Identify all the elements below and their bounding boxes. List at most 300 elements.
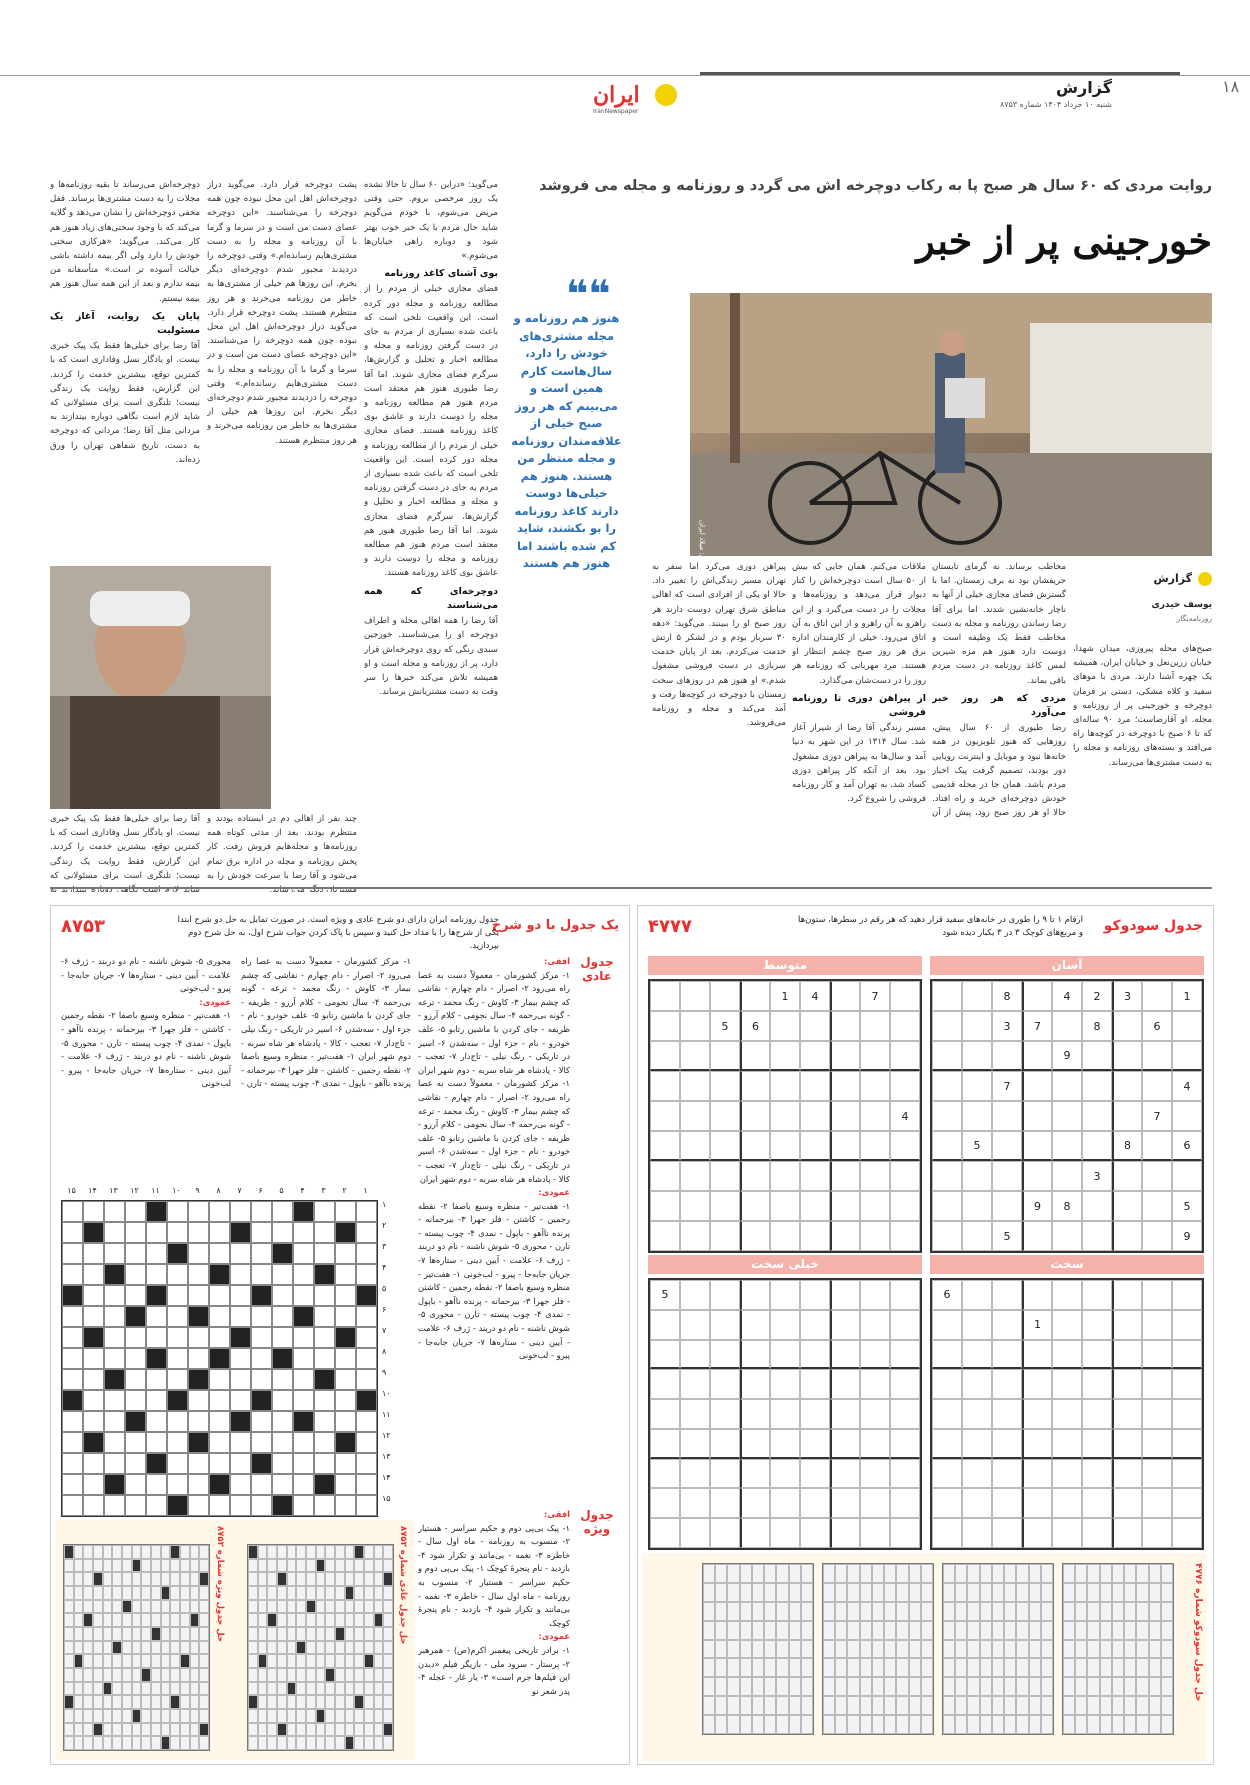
crossword-cell[interactable] (188, 1201, 209, 1222)
crossword-cell[interactable] (356, 1453, 377, 1474)
sudoku-cell[interactable] (860, 1101, 890, 1131)
crossword-cell[interactable] (146, 1369, 167, 1390)
sudoku-cell[interactable]: 6 (740, 1011, 770, 1041)
sudoku-cell[interactable] (1172, 1310, 1202, 1340)
sudoku-cell[interactable] (1082, 1071, 1112, 1101)
sudoku-cell[interactable] (740, 1161, 770, 1191)
crossword-cell[interactable] (209, 1222, 230, 1243)
crossword-cell[interactable] (314, 1327, 335, 1348)
sudoku-cell[interactable] (962, 1488, 992, 1518)
sudoku-cell[interactable] (962, 981, 992, 1011)
sudoku-cell[interactable] (1052, 1518, 1082, 1548)
crossword-cell[interactable] (167, 1285, 188, 1306)
sudoku-cell[interactable] (1022, 1221, 1052, 1251)
sudoku-cell[interactable] (1142, 1518, 1172, 1548)
sudoku-cell[interactable] (830, 1221, 860, 1251)
sudoku-cell[interactable] (710, 1161, 740, 1191)
crossword-cell[interactable] (188, 1243, 209, 1264)
sudoku-cell[interactable] (1142, 1429, 1172, 1459)
crossword-cell[interactable] (314, 1432, 335, 1453)
sudoku-cell[interactable] (800, 1488, 830, 1518)
sudoku-cell[interactable] (1082, 1340, 1112, 1370)
sudoku-cell[interactable] (860, 1369, 890, 1399)
sudoku-cell[interactable] (770, 1310, 800, 1340)
sudoku-cell[interactable] (1022, 1369, 1052, 1399)
sudoku-cell[interactable] (680, 1518, 710, 1548)
sudoku-cell[interactable]: 8 (1112, 1131, 1142, 1161)
sudoku-cell[interactable] (932, 1459, 962, 1489)
crossword-cell[interactable] (62, 1495, 83, 1516)
sudoku-cell[interactable] (992, 1041, 1022, 1071)
sudoku-cell[interactable] (1052, 1459, 1082, 1489)
sudoku-cell[interactable] (800, 1280, 830, 1310)
crossword-cell[interactable] (62, 1327, 83, 1348)
sudoku-cell[interactable] (1052, 1429, 1082, 1459)
sudoku-cell[interactable] (680, 1459, 710, 1489)
sudoku-cell[interactable] (1052, 1369, 1082, 1399)
sudoku-cell[interactable]: 3 (1112, 981, 1142, 1011)
sudoku-cell[interactable] (1112, 1518, 1142, 1548)
crossword-cell[interactable] (251, 1327, 272, 1348)
crossword-grid[interactable] (61, 1200, 378, 1517)
sudoku-cell[interactable]: 8 (1082, 1011, 1112, 1041)
crossword-cell[interactable] (230, 1348, 251, 1369)
crossword-cell[interactable] (209, 1243, 230, 1264)
sudoku-cell[interactable] (680, 1101, 710, 1131)
crossword-cell[interactable] (188, 1348, 209, 1369)
crossword-cell[interactable] (314, 1411, 335, 1432)
sudoku-cell[interactable] (890, 1191, 920, 1221)
crossword-cell[interactable] (209, 1411, 230, 1432)
sudoku-cell[interactable] (962, 1071, 992, 1101)
sudoku-cell[interactable] (1172, 1399, 1202, 1429)
sudoku-cell[interactable] (680, 1310, 710, 1340)
crossword-cell[interactable] (209, 1285, 230, 1306)
sudoku-cell[interactable]: 8 (1052, 1191, 1082, 1221)
crossword-cell[interactable] (335, 1306, 356, 1327)
crossword-cell[interactable] (146, 1432, 167, 1453)
crossword-cell[interactable] (230, 1453, 251, 1474)
sudoku-cell[interactable] (860, 1429, 890, 1459)
crossword-cell[interactable] (272, 1306, 293, 1327)
crossword-cell[interactable] (83, 1201, 104, 1222)
crossword-cell[interactable] (62, 1369, 83, 1390)
crossword-cell[interactable] (83, 1474, 104, 1495)
crossword-cell[interactable] (83, 1348, 104, 1369)
sudoku-cell[interactable] (1112, 1429, 1142, 1459)
sudoku-cell[interactable] (1022, 1280, 1052, 1310)
sudoku-cell[interactable] (860, 1310, 890, 1340)
sudoku-cell[interactable] (962, 1191, 992, 1221)
sudoku-cell[interactable] (710, 1429, 740, 1459)
sudoku-cell[interactable] (800, 1459, 830, 1489)
sudoku-cell[interactable] (932, 1399, 962, 1429)
crossword-cell[interactable] (314, 1306, 335, 1327)
sudoku-cell[interactable] (830, 1310, 860, 1340)
sudoku-cell[interactable] (770, 1488, 800, 1518)
sudoku-cell[interactable] (962, 1518, 992, 1548)
crossword-cell[interactable] (230, 1264, 251, 1285)
sudoku-cell[interactable] (800, 1399, 830, 1429)
crossword-cell[interactable] (83, 1411, 104, 1432)
sudoku-cell[interactable] (680, 1161, 710, 1191)
sudoku-cell[interactable] (962, 1280, 992, 1310)
sudoku-cell[interactable] (1082, 1518, 1112, 1548)
sudoku-cell[interactable] (800, 1131, 830, 1161)
sudoku-cell[interactable] (1022, 1131, 1052, 1161)
sudoku-cell[interactable] (962, 1340, 992, 1370)
sudoku-cell[interactable] (860, 1131, 890, 1161)
crossword-cell[interactable] (83, 1390, 104, 1411)
sudoku-cell[interactable] (932, 1518, 962, 1548)
crossword-cell[interactable] (272, 1453, 293, 1474)
crossword-cell[interactable] (83, 1264, 104, 1285)
sudoku-cell[interactable] (680, 1041, 710, 1071)
sudoku-cell[interactable] (770, 1518, 800, 1548)
sudoku-cell[interactable] (860, 1518, 890, 1548)
crossword-cell[interactable] (335, 1474, 356, 1495)
sudoku-cell[interactable] (992, 1340, 1022, 1370)
crossword-cell[interactable] (293, 1264, 314, 1285)
sudoku-cell[interactable] (1022, 1399, 1052, 1429)
sudoku-cell[interactable] (860, 1191, 890, 1221)
sudoku-cell[interactable] (800, 1340, 830, 1370)
sudoku-cell[interactable] (740, 1191, 770, 1221)
sudoku-cell[interactable] (932, 1191, 962, 1221)
crossword-cell[interactable] (356, 1243, 377, 1264)
sudoku-cell[interactable] (800, 1101, 830, 1131)
sudoku-cell[interactable] (740, 1280, 770, 1310)
sudoku-cell[interactable] (680, 1221, 710, 1251)
crossword-cell[interactable] (293, 1474, 314, 1495)
crossword-cell[interactable] (293, 1495, 314, 1516)
crossword-cell[interactable] (356, 1495, 377, 1516)
sudoku-cell[interactable] (710, 1459, 740, 1489)
sudoku-cell[interactable]: 1 (770, 981, 800, 1011)
crossword-cell[interactable] (167, 1369, 188, 1390)
sudoku-cell[interactable] (650, 1011, 680, 1041)
crossword-cell[interactable] (188, 1327, 209, 1348)
sudoku-cell[interactable] (962, 1310, 992, 1340)
crossword-cell[interactable] (314, 1390, 335, 1411)
crossword-cell[interactable] (62, 1411, 83, 1432)
sudoku-cell[interactable]: 7 (1142, 1101, 1172, 1131)
crossword-cell[interactable] (272, 1285, 293, 1306)
crossword-cell[interactable] (146, 1306, 167, 1327)
sudoku-cell[interactable] (860, 1161, 890, 1191)
sudoku-cell[interactable]: 6 (1172, 1131, 1202, 1161)
crossword-cell[interactable] (146, 1390, 167, 1411)
crossword-cell[interactable] (62, 1474, 83, 1495)
crossword-cell[interactable] (104, 1453, 125, 1474)
sudoku-cell[interactable] (830, 1131, 860, 1161)
sudoku-cell[interactable]: 1 (1022, 1310, 1052, 1340)
crossword-cell[interactable] (188, 1285, 209, 1306)
sudoku-cell[interactable] (1142, 1488, 1172, 1518)
sudoku-cell[interactable] (800, 1518, 830, 1548)
sudoku-cell[interactable] (740, 1459, 770, 1489)
sudoku-cell[interactable] (770, 1459, 800, 1489)
crossword-cell[interactable] (335, 1390, 356, 1411)
sudoku-cell[interactable] (740, 981, 770, 1011)
crossword-cell[interactable] (209, 1390, 230, 1411)
crossword-cell[interactable] (167, 1264, 188, 1285)
sudoku-cell[interactable] (830, 1161, 860, 1191)
sudoku-cell[interactable] (710, 1191, 740, 1221)
sudoku-cell[interactable] (1142, 1310, 1172, 1340)
sudoku-cell[interactable] (1022, 1488, 1052, 1518)
sudoku-cell[interactable] (710, 981, 740, 1011)
crossword-cell[interactable] (230, 1474, 251, 1495)
sudoku-cell[interactable] (830, 1191, 860, 1221)
sudoku-cell[interactable]: 4 (800, 981, 830, 1011)
sudoku-cell[interactable] (1022, 1340, 1052, 1370)
sudoku-cell[interactable] (800, 1310, 830, 1340)
crossword-cell[interactable] (167, 1474, 188, 1495)
crossword-cell[interactable] (335, 1495, 356, 1516)
sudoku-cell[interactable] (1022, 1071, 1052, 1101)
crossword-cell[interactable] (83, 1285, 104, 1306)
sudoku-cell[interactable] (770, 1280, 800, 1310)
sudoku-cell[interactable] (710, 1399, 740, 1429)
sudoku-cell[interactable] (770, 1131, 800, 1161)
sudoku-cell[interactable] (740, 1101, 770, 1131)
sudoku-cell[interactable] (932, 1131, 962, 1161)
sudoku-cell[interactable] (992, 1488, 1022, 1518)
crossword-cell[interactable] (356, 1432, 377, 1453)
sudoku-cell[interactable] (770, 1011, 800, 1041)
sudoku-cell[interactable] (740, 1221, 770, 1251)
sudoku-cell[interactable] (800, 1191, 830, 1221)
sudoku-cell[interactable] (1172, 1429, 1202, 1459)
sudoku-cell[interactable]: 9 (1052, 1041, 1082, 1071)
sudoku-cell[interactable] (1112, 1459, 1142, 1489)
sudoku-cell[interactable] (710, 1221, 740, 1251)
crossword-cell[interactable] (293, 1432, 314, 1453)
crossword-cell[interactable] (104, 1306, 125, 1327)
sudoku-cell[interactable] (1172, 1161, 1202, 1191)
sudoku-cell[interactable] (962, 1429, 992, 1459)
sudoku-cell[interactable] (680, 1369, 710, 1399)
sudoku-cell[interactable] (650, 1399, 680, 1429)
sudoku-cell[interactable]: 7 (860, 981, 890, 1011)
crossword-cell[interactable] (167, 1327, 188, 1348)
sudoku-cell[interactable] (770, 1429, 800, 1459)
sudoku-cell[interactable] (890, 1429, 920, 1459)
sudoku-cell[interactable] (932, 1101, 962, 1131)
sudoku-grid-veryhard[interactable] (648, 1278, 922, 1550)
sudoku-cell[interactable] (1082, 1280, 1112, 1310)
sudoku-cell[interactable]: 2 (1082, 981, 1112, 1011)
sudoku-cell[interactable] (740, 1488, 770, 1518)
crossword-cell[interactable] (272, 1390, 293, 1411)
sudoku-cell[interactable] (830, 981, 860, 1011)
crossword-cell[interactable] (146, 1411, 167, 1432)
crossword-cell[interactable] (104, 1390, 125, 1411)
sudoku-cell[interactable] (1142, 1221, 1172, 1251)
crossword-cell[interactable] (188, 1222, 209, 1243)
sudoku-cell[interactable] (932, 1488, 962, 1518)
sudoku-cell[interactable] (740, 1399, 770, 1429)
crossword-cell[interactable] (83, 1495, 104, 1516)
sudoku-cell[interactable] (1172, 1459, 1202, 1489)
sudoku-cell[interactable] (860, 1488, 890, 1518)
sudoku-cell[interactable]: 4 (890, 1101, 920, 1131)
sudoku-cell[interactable] (1082, 1131, 1112, 1161)
crossword-cell[interactable] (146, 1474, 167, 1495)
crossword-cell[interactable] (314, 1495, 335, 1516)
sudoku-cell[interactable] (860, 1041, 890, 1071)
sudoku-cell[interactable] (650, 1429, 680, 1459)
sudoku-cell[interactable] (830, 1041, 860, 1071)
crossword-cell[interactable] (188, 1264, 209, 1285)
crossword-cell[interactable] (104, 1243, 125, 1264)
sudoku-cell[interactable] (710, 1131, 740, 1161)
sudoku-cell[interactable]: 6 (932, 1280, 962, 1310)
crossword-cell[interactable] (104, 1285, 125, 1306)
crossword-cell[interactable] (83, 1453, 104, 1474)
sudoku-grid-easy[interactable] (930, 979, 1204, 1253)
sudoku-cell[interactable] (1172, 1101, 1202, 1131)
sudoku-cell[interactable] (740, 1518, 770, 1548)
crossword-cell[interactable] (125, 1453, 146, 1474)
sudoku-cell[interactable] (962, 1101, 992, 1131)
sudoku-cell[interactable]: 5 (992, 1221, 1022, 1251)
crossword-cell[interactable] (251, 1222, 272, 1243)
sudoku-cell[interactable] (830, 1101, 860, 1131)
crossword-cell[interactable] (335, 1264, 356, 1285)
sudoku-cell[interactable] (932, 1221, 962, 1251)
sudoku-cell[interactable] (830, 1459, 860, 1489)
crossword-cell[interactable] (167, 1201, 188, 1222)
crossword-cell[interactable] (125, 1369, 146, 1390)
crossword-cell[interactable] (125, 1243, 146, 1264)
sudoku-cell[interactable] (932, 1429, 962, 1459)
sudoku-cell[interactable] (800, 1041, 830, 1071)
crossword-cell[interactable] (272, 1201, 293, 1222)
sudoku-cell[interactable] (1112, 1310, 1142, 1340)
sudoku-cell[interactable] (1142, 1191, 1172, 1221)
sudoku-cell[interactable] (1082, 1191, 1112, 1221)
crossword-cell[interactable] (251, 1201, 272, 1222)
sudoku-cell[interactable] (962, 1161, 992, 1191)
sudoku-cell[interactable] (890, 1280, 920, 1310)
sudoku-cell[interactable] (1112, 1488, 1142, 1518)
sudoku-cell[interactable]: 5 (650, 1280, 680, 1310)
crossword-cell[interactable] (251, 1369, 272, 1390)
sudoku-cell[interactable] (1112, 1101, 1142, 1131)
sudoku-cell[interactable] (1052, 1310, 1082, 1340)
crossword-cell[interactable] (188, 1390, 209, 1411)
crossword-cell[interactable] (335, 1411, 356, 1432)
crossword-cell[interactable] (146, 1264, 167, 1285)
crossword-cell[interactable] (104, 1495, 125, 1516)
crossword-cell[interactable] (104, 1348, 125, 1369)
crossword-cell[interactable] (62, 1432, 83, 1453)
sudoku-cell[interactable] (1172, 1488, 1202, 1518)
sudoku-cell[interactable] (1172, 1340, 1202, 1370)
crossword-cell[interactable] (314, 1453, 335, 1474)
crossword-cell[interactable] (230, 1201, 251, 1222)
crossword-cell[interactable] (167, 1222, 188, 1243)
sudoku-cell[interactable]: 3 (992, 1011, 1022, 1041)
sudoku-cell[interactable] (1172, 1280, 1202, 1310)
sudoku-cell[interactable] (992, 1161, 1022, 1191)
sudoku-cell[interactable] (770, 1071, 800, 1101)
sudoku-cell[interactable] (650, 1310, 680, 1340)
crossword-cell[interactable] (209, 1453, 230, 1474)
sudoku-cell[interactable] (1082, 1429, 1112, 1459)
crossword-cell[interactable] (83, 1306, 104, 1327)
sudoku-cell[interactable] (890, 1488, 920, 1518)
sudoku-cell[interactable] (1082, 1488, 1112, 1518)
crossword-cell[interactable] (272, 1432, 293, 1453)
crossword-cell[interactable] (356, 1369, 377, 1390)
sudoku-cell[interactable] (650, 1369, 680, 1399)
sudoku-cell[interactable] (830, 1399, 860, 1429)
sudoku-cell[interactable]: 8 (992, 981, 1022, 1011)
sudoku-cell[interactable] (1022, 1518, 1052, 1548)
sudoku-cell[interactable] (740, 1041, 770, 1071)
crossword-cell[interactable] (62, 1306, 83, 1327)
sudoku-cell[interactable] (890, 1221, 920, 1251)
crossword-cell[interactable] (293, 1285, 314, 1306)
crossword-cell[interactable] (356, 1474, 377, 1495)
sudoku-cell[interactable] (1112, 1280, 1142, 1310)
crossword-cell[interactable] (209, 1201, 230, 1222)
crossword-cell[interactable] (335, 1348, 356, 1369)
sudoku-cell[interactable] (992, 1101, 1022, 1131)
sudoku-cell[interactable] (650, 981, 680, 1011)
sudoku-cell[interactable] (650, 1101, 680, 1131)
crossword-cell[interactable] (167, 1306, 188, 1327)
crossword-cell[interactable] (125, 1327, 146, 1348)
crossword-cell[interactable] (125, 1348, 146, 1369)
crossword-cell[interactable] (356, 1348, 377, 1369)
sudoku-cell[interactable] (680, 1191, 710, 1221)
crossword-cell[interactable] (230, 1390, 251, 1411)
sudoku-cell[interactable] (1052, 1161, 1082, 1191)
crossword-cell[interactable] (335, 1201, 356, 1222)
sudoku-cell[interactable] (1112, 1399, 1142, 1429)
sudoku-cell[interactable] (962, 1459, 992, 1489)
sudoku-cell[interactable]: 3 (1082, 1161, 1112, 1191)
crossword-cell[interactable] (356, 1201, 377, 1222)
sudoku-cell[interactable] (890, 1459, 920, 1489)
crossword-cell[interactable] (251, 1432, 272, 1453)
sudoku-cell[interactable] (1112, 1340, 1142, 1370)
sudoku-cell[interactable] (680, 1071, 710, 1101)
crossword-cell[interactable] (125, 1390, 146, 1411)
crossword-cell[interactable] (251, 1243, 272, 1264)
crossword-cell[interactable] (104, 1222, 125, 1243)
sudoku-cell[interactable] (650, 1071, 680, 1101)
sudoku-cell[interactable] (710, 1041, 740, 1071)
crossword-cell[interactable] (104, 1411, 125, 1432)
sudoku-cell[interactable] (932, 981, 962, 1011)
sudoku-cell[interactable] (1052, 1131, 1082, 1161)
sudoku-cell[interactable] (830, 1280, 860, 1310)
crossword-cell[interactable] (125, 1264, 146, 1285)
crossword-cell[interactable] (314, 1285, 335, 1306)
sudoku-cell[interactable] (650, 1191, 680, 1221)
crossword-cell[interactable] (293, 1369, 314, 1390)
crossword-cell[interactable] (335, 1453, 356, 1474)
crossword-cell[interactable] (188, 1453, 209, 1474)
sudoku-cell[interactable] (932, 1369, 962, 1399)
crossword-cell[interactable] (167, 1348, 188, 1369)
sudoku-cell[interactable] (710, 1369, 740, 1399)
